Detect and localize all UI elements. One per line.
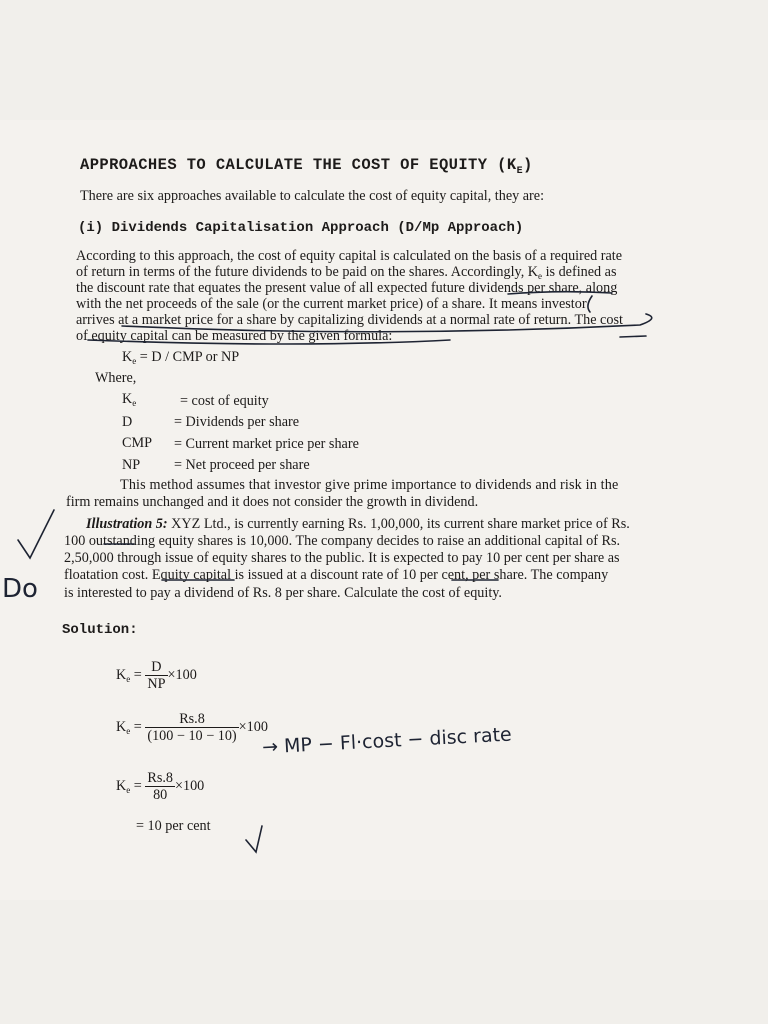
equation-1: $K_e$ = $\frac{D}{NP}$ ×100 [116,659,197,693]
handwritten-margin-note: Do [2,574,38,604]
method-line: This method assumes that investor give prime importance to dividends and risk in the [120,477,619,493]
illustration-line: 100 outstanding equity shares is 10,000. The company decides to raise an additional capital of Rs. [64,533,621,549]
definition-symbol: CMP [122,435,152,451]
illustration-line: 2,50,000 through issue of equity shares to the public. It is expected to pay 10 per cent per share as [64,550,620,566]
illustration-line: is interested to pay a dividend of Rs. 8 per share. Calculate the cost of equity. [64,585,502,601]
page-title: APPROACHES TO CALCULATE THE COST OF EQUITY $(K_E)$ [80,156,533,178]
para-line: of return in terms of the future dividends to be paid on the shares. Accordingly, $K_e$ is defined as [76,264,617,281]
circle-mark [588,296,592,312]
illustration-line: floatation cost. Equity capital is issued at a discount rate of 10 per cent, per share. The company [64,567,609,583]
para-line: According to this approach, the cost of equity capital is calculated on the basis of a required rate [76,248,623,264]
para-line: the discount rate that equates the present value of all expected future dividends per share, along [76,280,618,296]
method-line: firm remains unchanged and it does not consider the growth in dividend. [66,494,479,510]
para-line: with the net proceeds of the sale (or the current market price) of a share. It means investor [76,296,587,312]
underline-mark [122,314,652,332]
equation-2: $K_e$ = $\frac{Rs.8}{(100 - 10 - 10)}$ ×100 [116,711,268,745]
section-heading: (i) Dividends Capitalisation Approach (D/Mp Approach) [78,220,524,236]
definition-text: = Current market price per share [174,436,359,452]
definition-symbol: NP [122,457,141,473]
underline-mark [508,292,612,294]
definition-text: = Net proceed per share [174,457,310,473]
definition-symbol: D [122,414,133,430]
handwritten-formula-note: → MP − Fl·cost − disc rate [261,723,513,759]
equation-3: $K_e$ = $\frac{Rs.8}{80}$ ×100 [116,770,205,804]
underline-mark [88,340,450,344]
result-text: = 10 per cent [136,818,211,834]
check-mark [246,826,262,852]
para-line: arrives at a market price for a share by capitalizing dividends at a normal rate of return. The cost [76,312,623,328]
check-mark [18,510,54,558]
definition-text: = Dividends per share [174,414,300,430]
para-line: of equity capital can be measured by the given formula: [76,328,393,344]
intro-text: There are six approaches available to calculate the cost of equity capital, they are: [80,188,545,204]
arrow-mark [620,336,646,337]
solution-heading: Solution: [62,622,138,638]
definition-symbol: $K_e$ [122,391,137,408]
illustration-line: Illustration 5: XYZ Ltd., is currently earning Rs. 1,00,000, its current share market price of Rs. [86,516,630,532]
where-label: Where, [95,370,137,386]
definition-text: = cost of equity [180,393,269,409]
formula-line: $K_e = D$ / CMP or NP [122,349,240,366]
